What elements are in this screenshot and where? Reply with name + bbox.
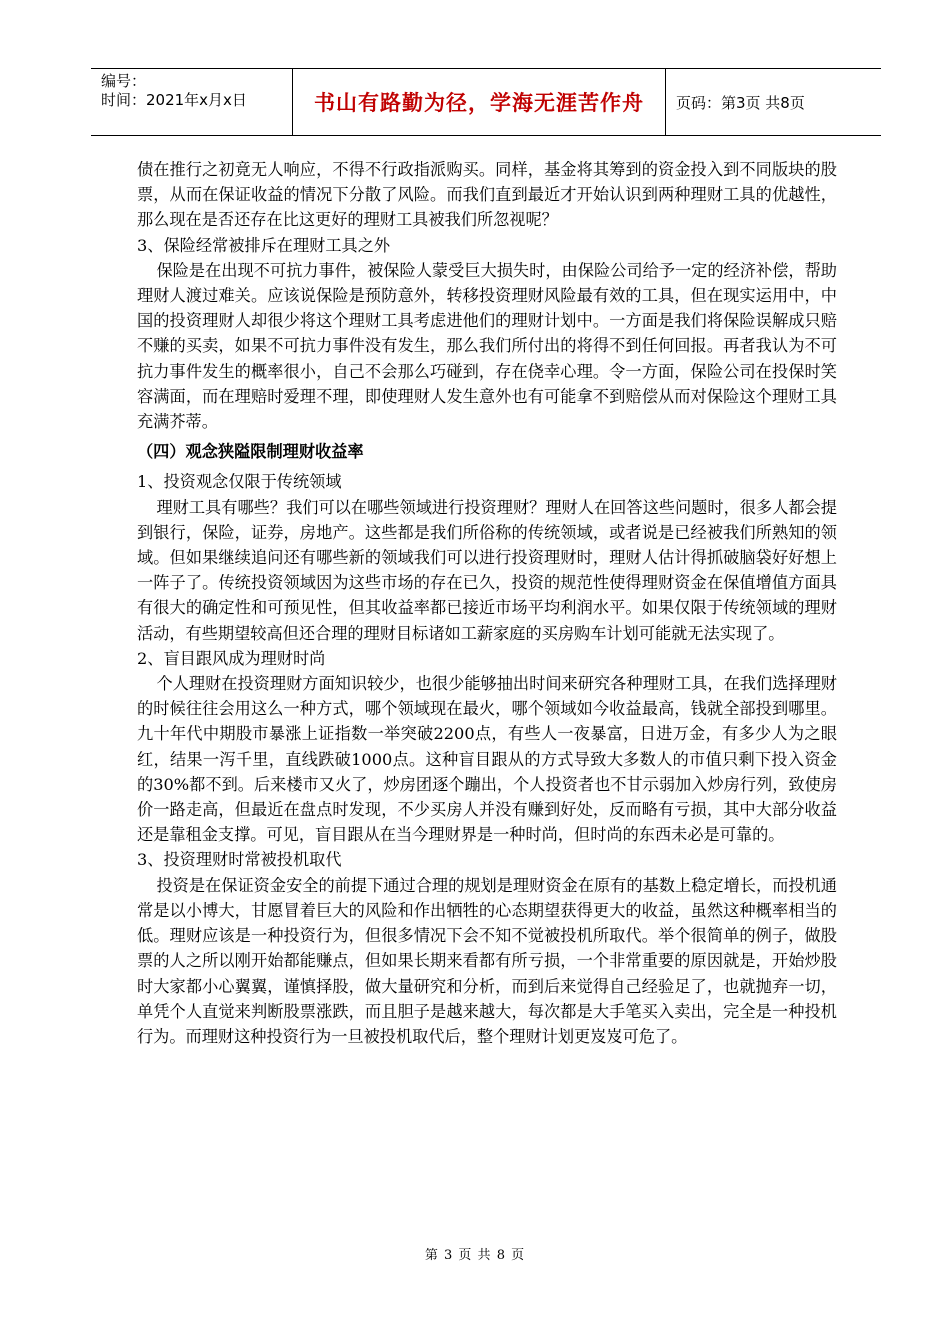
subheading: 3、保险经常被排斥在理财工具之外 [137,235,391,255]
subheading: 3、投资理财时常被投机取代 [137,850,342,870]
header-motto: 书山有路勤为径，学海无涯苦作舟 [293,69,666,135]
paragraph: 理财工具有哪些？我们可以在哪些领域进行投资理财？理财人在回答这些问题时，很多人都会提到银行，保险，证券，房地产。这些都是我们所俗称的传统领域，或者说是已经被我们所熟知的领域。但如果继续追问还有哪些新的领域我们可以进行投资理财时，理财人估计得抓破脑袋好好想上一阵子了。传统投资领域因为这些市场的存在已久，投资的规范性使得理财资金在保值增值方面具有很大的确定性和可预见性，但其收益率都已接近市场平均利润水平。如果仅限于传统领域的理财活动，有些期望较高但还合理的理财目标诸如工薪家庭的买房购车计划可能就无法实现了。 [137,497,837,643]
page-footer: 第 3 页 共 8 页 [424,1248,526,1263]
paragraph: 个人理财在投资理财方面知识较少，也很少能够抽出时间来研究各种理财工具，在我们选择理财的时候往往会用这么一种方式，哪个领域现在最火，哪个领域如今收益最高，钱就全部投到哪里。九十年代中期股市暴涨上证指数一举突破2200点，有些人一夜暴富，日进万金，有多少人为之眼红，结果一泻千里，直线跌破1000点。这种盲目跟从的方式导致大多数人的市值只剩下投入资金的30%都不到。后来楼市又火了，炒房团逐个蹦出，个人投资者也不甘示弱加入炒房行列，致使房价一路走高，但最近在盘点时发现，不少买房人并没有赚到好处，反而略有亏损，其中大部分收益还是靠租金支撑。可见，盲目跟从在当今理财界是一种时尚，但时尚的东西未必是可靠的。 [137,674,837,845]
header-time-label: 时间：2021年x月x日 [101,91,247,109]
subheading: 2、盲目跟风成为理财时尚 [137,648,326,668]
section-heading: （四）观念狭隘限制理财收益率 [137,442,364,462]
header-page-info: 页码：第3页 共8页 [676,93,805,112]
paragraph: 债在推行之初竟无人响应，不得不行政指派购买。同样，基金将其筹到的资金投入到不同版块的股票，从而在保证收益的情况下分散了风险。而我们直到最近才开始认识到两种理财工具的优越性，那么现在是否还存在比这更好的理财工具被我们所忽视呢？ [137,160,837,230]
header-number-label: 编号： [101,72,147,90]
paragraph: 投资是在保证资金安全的前提下通过合理的规划是理财资金在原有的基数上稳定增长，而投机通常是以小博大，甘愿冒着巨大的风险和作出牺牲的心态期望获得更大的收益，虽然这种概率相当的低。理财应该是一种投资行为，但很多情况下会不知不觉被投机所取代。举个很简单的例子，做股票的人之所以刚开始都能赚点，但如果长期来看都有所亏损，一个非常重要的原因就是，开始炒股时大家都小心翼翼，谨慎择股，做大量研究和分析，而到后来觉得自己经验足了，也就抛弃一切，单凭个人直觉来判断股票涨跌，而且胆子是越来越大，每次都是大手笔买入卖出，完全是一种投机行为。而理财这种投资行为一旦被投机取代后，整个理财计划更岌岌可危了。 [137,875,837,1046]
paragraph: 保险是在出现不可抗力事件，被保险人蒙受巨大损失时，由保险公司给予一定的经济补偿，帮助理财人渡过难关。应该说保险是预防意外，转移投资理财风险最有效的工具，但在现实运用中，中国的投资理财人却很少将这个理财工具考虑进他们的理财计划中。一方面是我们将保险误解成只赔不赚的买卖，如果不可抗力事件没有发生，那么我们所付出的将得不到任何回报。再者我认为不可抗力事件发生的概率很小，自己不会那么巧碰到，存在侥幸心理。令一方面，保险公司在投保时笑容满面，而在理赔时爱理不理，即使理财人发生意外也有可能拿不到赔偿从而对保险这个理财工具充满芥蒂。 [137,260,837,432]
document-body [137,157,837,1049]
page-header [91,68,881,136]
header-meta [91,69,293,135]
subheading: 1、投资观念仅限于传统领域 [137,472,342,492]
